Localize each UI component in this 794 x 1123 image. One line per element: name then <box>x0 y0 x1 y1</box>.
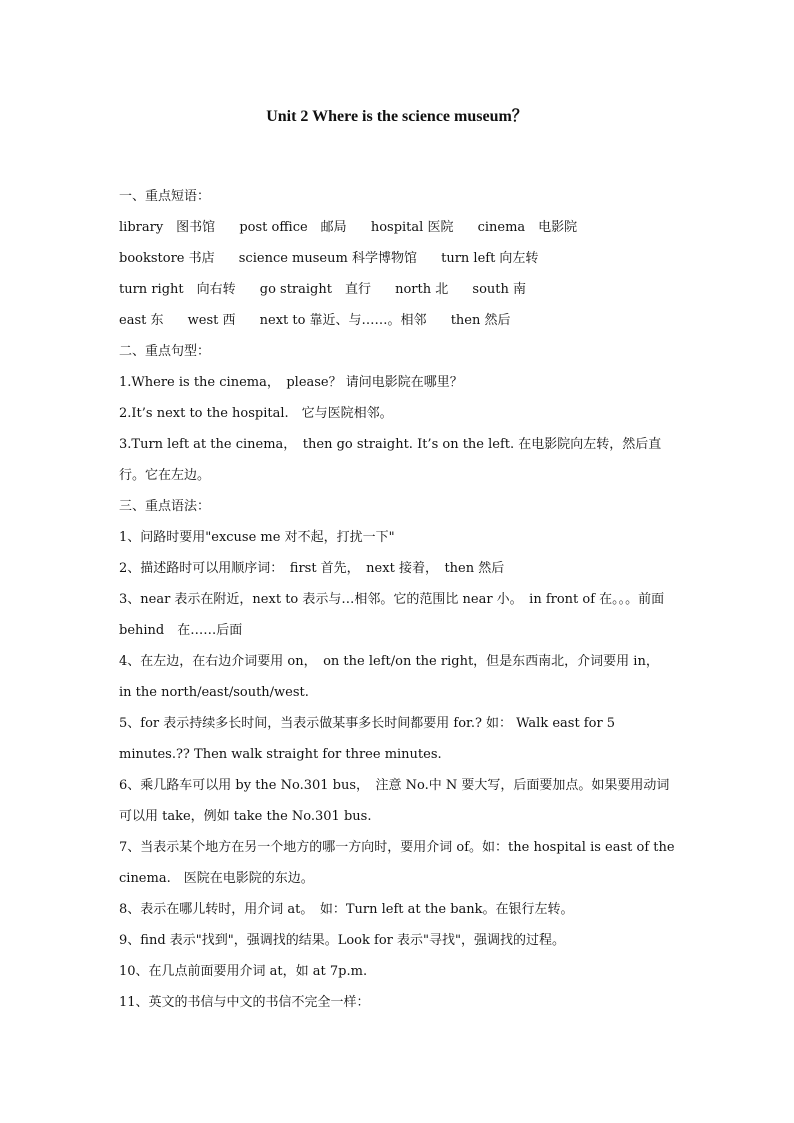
phrase-row <box>119 243 675 274</box>
phrase-item: north 北 <box>395 282 449 297</box>
grammar-item: 6、乘几路车可以用 by the No.301 bus， 注意 No.中 N 要大写，后面要加点。如果要用动词可以用 take，例如 take the No.301 bus. <box>119 778 670 824</box>
grammar-item: 9、find 表示"找到"，强调找的结果。Look for 表示"寻找"，强调找的过程。 <box>119 933 565 948</box>
phrase-item: library 图书馆 <box>119 220 216 235</box>
grammar-item: 4、在左边，在右边介词要用 on， on the left/on the right，但是东西南北，介词要用 in， in the north/east/south/west. <box>119 654 666 700</box>
phrase-row <box>119 274 675 305</box>
phrases-heading: 一、重点短语： <box>119 189 211 204</box>
page-title: Unit 2 Where is the science museum？ <box>266 108 528 125</box>
grammar-item: 8、表示在哪儿转时，用介词 at。 如：Turn left at the bank。在银行左转。 <box>119 902 574 917</box>
phrase-item: turn left 向左转 <box>441 251 539 266</box>
sentences-heading: 二、重点句型： <box>119 344 211 359</box>
grammar-item: 10、在几点前面要用介词 at，如 at 7p.m. <box>119 964 368 979</box>
grammar-item: 7、当表示某个地方在另一个地方的哪一方向时，要用介词 of。如：the hospital is east of the cinema. 医院在电影院的东边。 <box>119 840 675 886</box>
phrase-item: next to 靠近、与……。相邻 <box>259 313 427 328</box>
grammar-item: 2、描述路时可以用顺序词： first 首先， next 接着， then 然后 <box>119 561 505 576</box>
sentence-item: 3.Turn left at the cinema， then go straight. It’s on the left. 在电影院向左转，然后直行。它在左边。 <box>119 437 662 483</box>
phrase-item: science museum 科学博物馆 <box>238 251 417 266</box>
grammar-item: 5、for 表示持续多长时间，当表示做某事多长时间都要用 for.? 如： Walk east for 5 minutes.?? Then walk straight for three minutes. <box>119 716 616 762</box>
phrase-item: west 西 <box>187 313 236 328</box>
phrase-item: turn right 向右转 <box>119 282 236 297</box>
sentence-item: 2.It’s next to the hospital. 它与医院相邻。 <box>119 406 393 421</box>
phrase-item: post office 邮局 <box>239 220 347 235</box>
grammar-item: 3、near 表示在附近，next to 表示与…相邻。它的范围比 near 小。 in front of 在。。。前面 behind 在……后面 <box>119 592 682 638</box>
grammar-item: 11、英文的书信与中文的书信不完全一样： <box>119 995 370 1010</box>
sentence-item: 1.Where is the cinema， please？ 请问电影院在哪里？ <box>119 375 463 390</box>
phrase-item: bookstore 书店 <box>119 251 215 266</box>
phrase-item: hospital 医院 <box>370 220 454 235</box>
phrase-item: cinema 电影院 <box>477 220 578 235</box>
phrase-item: south 南 <box>472 282 527 297</box>
phrase-item: east 东 <box>119 313 164 328</box>
grammar-item: 1、问路时要用"excuse me 对不起，打扰一下" <box>119 530 395 545</box>
document-body <box>119 181 682 1018</box>
phrase-item: then 然后 <box>450 313 511 328</box>
phrase-row <box>119 212 675 243</box>
phrase-row <box>119 305 675 336</box>
grammar-heading: 三、重点语法： <box>119 499 211 514</box>
phrase-item: go straight 直行 <box>259 282 371 297</box>
